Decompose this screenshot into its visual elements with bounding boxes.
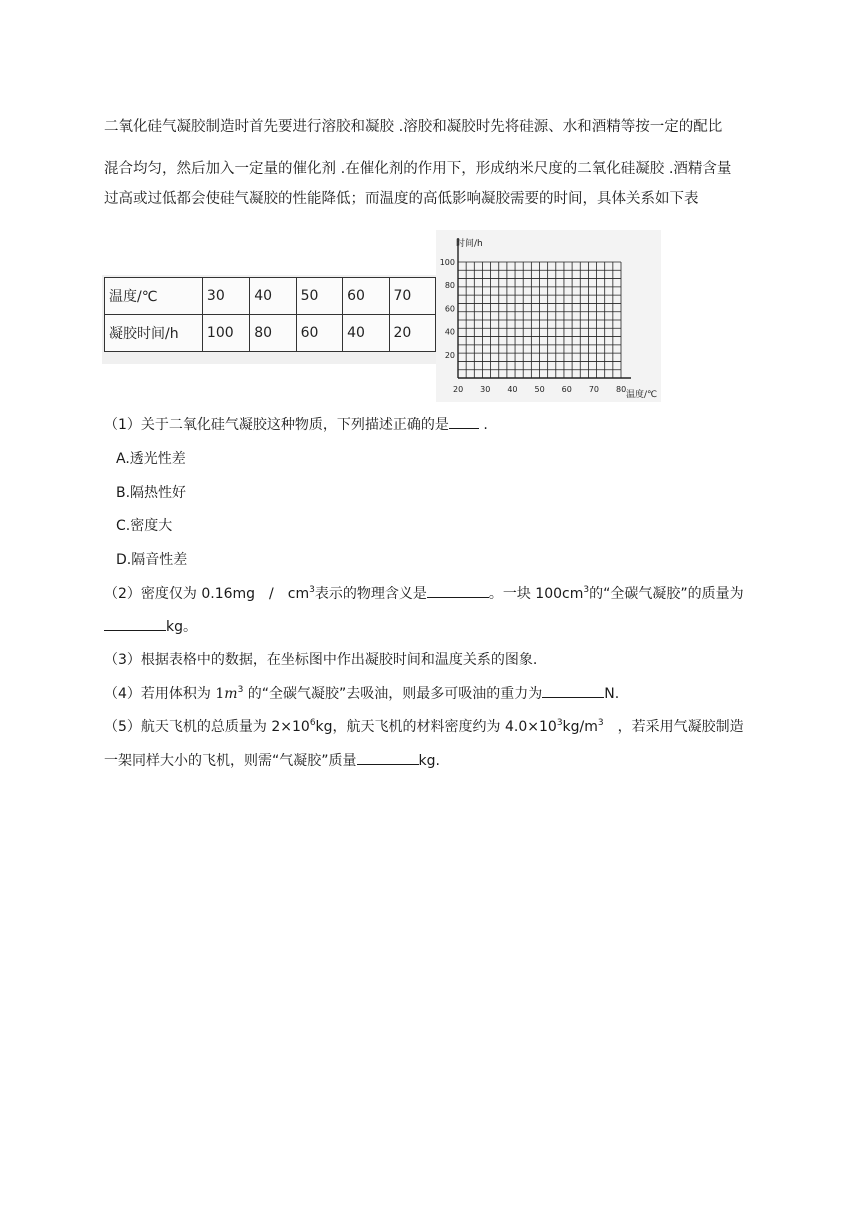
- intro-line-1: 二氧化硅气凝胶制造时首先要进行溶胶和凝胶 .溶胶和凝胶时先将硅源、水和酒精等按一定的配比: [104, 119, 723, 135]
- x-tick-label: 20: [453, 385, 464, 394]
- math-m: m: [224, 686, 238, 702]
- superscript: 6: [309, 718, 316, 728]
- question-2-cont: [104, 618, 197, 636]
- y-tick-label: 20: [444, 350, 455, 360]
- y-axis-label: 时间/h: [456, 239, 483, 249]
- coordinate-grid-chart: [436, 230, 661, 402]
- table-row: [105, 315, 436, 352]
- superscript: 3: [556, 718, 563, 728]
- question-2-part-b: 表示的物理含义是: [314, 586, 427, 602]
- question-5-part-c: kg/m: [562, 719, 598, 735]
- superscript: 3: [237, 685, 244, 695]
- y-tick-label: 80: [444, 281, 455, 291]
- question-1: [104, 416, 488, 434]
- table-cell: 70: [389, 278, 435, 315]
- grid-lines: [458, 262, 621, 378]
- x-axis-label: 温度/℃: [626, 390, 658, 400]
- x-tick-label: 40: [507, 385, 518, 394]
- table-header-temperature: 温度/℃: [105, 278, 203, 315]
- superscript: 3: [309, 585, 315, 595]
- question-4-part-a: （4）若用体积为: [104, 686, 211, 702]
- question-2-part-a: （2）密度仅为 0.16mg / cm: [104, 586, 310, 602]
- table-cell: 100: [202, 315, 249, 352]
- superscript: 3: [597, 718, 604, 728]
- answer-blank: [449, 416, 479, 429]
- option-d: D.隔音性差: [116, 552, 188, 568]
- chart-svg: [436, 230, 661, 402]
- y-tick-label: 100: [439, 258, 455, 267]
- question-5-part-e: 一架同样大小的飞机，则需“气凝胶”质量: [104, 753, 357, 769]
- table-row: [105, 278, 436, 315]
- intro-line-3: 过高或过低都会使硅气凝胶的性能降低；而温度的高低影响凝胶需要的时间，具体关系如下表: [104, 191, 699, 207]
- question-1-text: （1）关于二氧化硅气凝胶这种物质，下列描述正确的是: [104, 417, 449, 433]
- table-cell: 40: [250, 278, 296, 315]
- table-cell: 50: [296, 278, 342, 315]
- question-2-part-e: kg。: [166, 619, 197, 635]
- temperature-gel-table: [104, 277, 436, 352]
- table-cell: 20: [389, 315, 435, 352]
- y-tick-label: 40: [444, 327, 455, 337]
- question-5-part-d: ，若采用气凝胶制造: [603, 719, 744, 735]
- question-5-part-f: kg.: [418, 753, 440, 769]
- answer-blank: [427, 585, 489, 598]
- x-tick-label: 80: [616, 385, 627, 394]
- table-cell: 40: [343, 315, 389, 352]
- question-4-part-b: 的“全碳气凝胶”去吸油，则最多可吸油的重力为: [247, 686, 543, 702]
- option-c: C.密度大: [116, 518, 173, 534]
- table-cell: 30: [202, 278, 249, 315]
- table-cell: 60: [343, 278, 389, 315]
- superscript: 3: [583, 585, 590, 595]
- answer-blank: [104, 618, 166, 631]
- x-tick-label: 70: [588, 385, 600, 394]
- answer-blank: [357, 752, 419, 765]
- answer-blank: [542, 685, 604, 698]
- question-5-part-b: kg，航天飞机的材料密度约为 4.0×10: [315, 719, 557, 735]
- y-tick-label: 60: [444, 304, 455, 314]
- question-1-end: .: [478, 417, 488, 433]
- x-tick-label: 30: [480, 385, 491, 394]
- option-a: A.透光性差: [116, 451, 186, 467]
- question-4: [104, 685, 619, 703]
- x-tick-label: 60: [561, 385, 572, 394]
- table-header-gel-time: 凝胶时间/h: [105, 315, 203, 352]
- question-5-cont: [104, 752, 440, 770]
- table-cell: 60: [296, 315, 342, 352]
- question-2-part-d: 的“全碳气凝胶”的质量为: [589, 586, 744, 602]
- option-b: B.隔热性好: [116, 485, 187, 501]
- question-4-part-c: N.: [604, 686, 620, 702]
- question-2-part-c: 。一块 100cm: [488, 586, 584, 602]
- math-one: 1: [215, 686, 225, 702]
- table-cell: 80: [250, 315, 296, 352]
- question-5: [104, 718, 744, 736]
- x-tick-label: 50: [534, 385, 545, 394]
- question-2: [104, 585, 744, 603]
- intro-line-2: 混合均匀，然后加入一定量的催化剂 .在催化剂的作用下，形成纳米尺度的二氧化硅凝胶 .酒精含量: [104, 161, 732, 177]
- question-3: （3）根据表格中的数据，在坐标图中作出凝胶时间和温度关系的图象.: [104, 652, 538, 668]
- question-5-part-a: （5）航天飞机的总质量为 2×10: [104, 719, 310, 735]
- data-table-image: [102, 275, 436, 364]
